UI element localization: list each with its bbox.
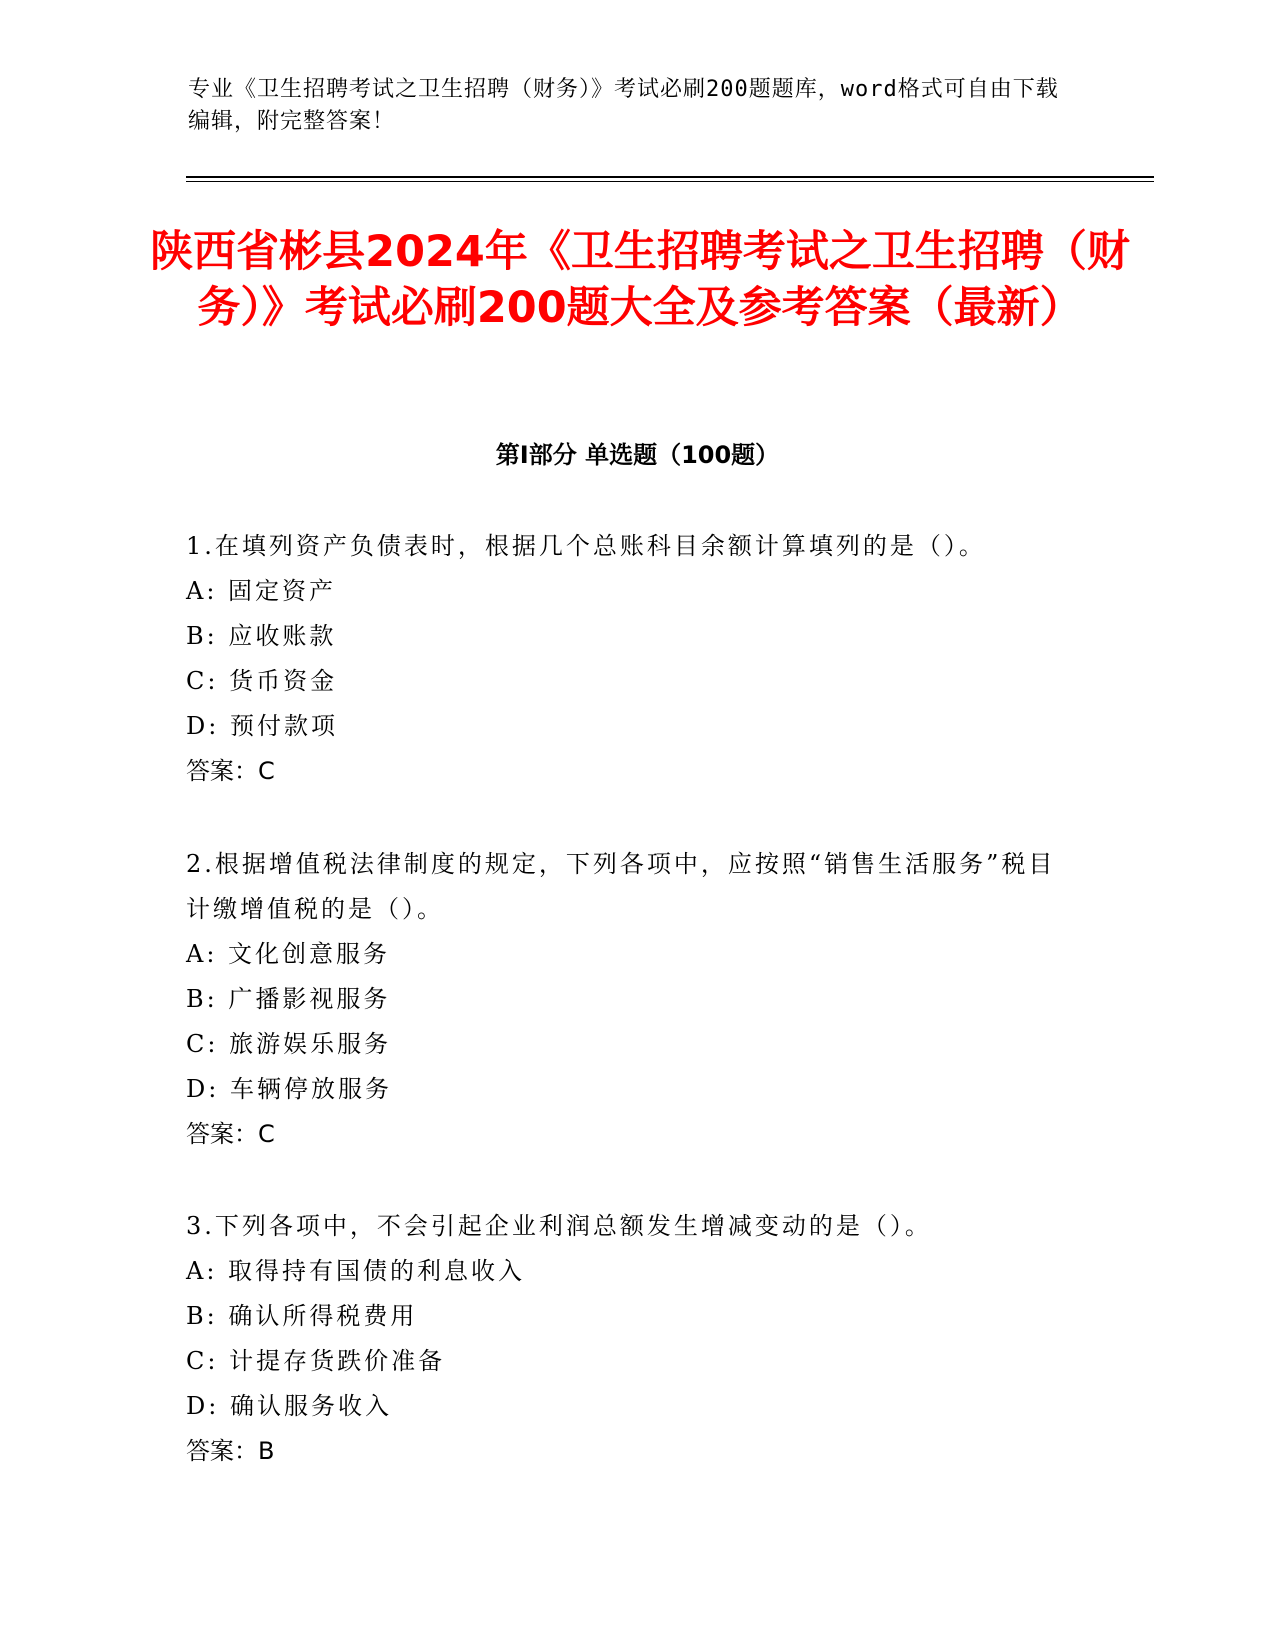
option-c: C: 旅游娱乐服务 xyxy=(186,1030,392,1058)
answer: 答案：C xyxy=(186,757,275,785)
question-3 xyxy=(186,1204,1066,1474)
answer: 答案：B xyxy=(186,1437,275,1465)
header-note: 专业《卫生招聘考试之卫生招聘（财务）》考试必刷200题题库，word格式可自由下载编辑，附完整答案！ xyxy=(188,77,1059,134)
option-d: D: 预付款项 xyxy=(186,712,338,740)
option-d: D: 车辆停放服务 xyxy=(186,1075,392,1103)
document-title: 陕西省彬县2024年《卫生招聘考试之卫生招聘（财务）》考试必刷200题大全及参考答案（最新） xyxy=(150,227,1130,333)
section-title: 第I部分 单选题（100题） xyxy=(495,441,780,469)
question-2 xyxy=(186,842,1066,1157)
option-a: A: 文化创意服务 xyxy=(186,940,391,968)
option-d: D: 确认服务收入 xyxy=(186,1392,392,1420)
option-b: B: 确认所得税费用 xyxy=(186,1302,418,1330)
question-1 xyxy=(186,524,1066,794)
question-stem: 3.下列各项中，不会引起企业利润总额发生增减变动的是（）。 xyxy=(186,1212,932,1240)
question-stem: 1.在填列资产负债表时，根据几个总账科目余额计算填列的是（）。 xyxy=(186,532,986,560)
answer: 答案：C xyxy=(186,1120,275,1148)
option-b: B: 广播影视服务 xyxy=(186,985,391,1013)
option-b: B: 应收账款 xyxy=(186,622,337,650)
option-a: A: 取得持有国债的利息收入 xyxy=(186,1257,526,1285)
option-c: C: 计提存货跌价准备 xyxy=(186,1347,446,1375)
header-divider-thin xyxy=(186,181,1154,182)
question-stem: 2.根据增值税法律制度的规定，下列各项中，应按照“销售生活服务”税目计缴增值税的是（）。 xyxy=(186,850,1056,923)
header-divider-thick xyxy=(186,176,1154,178)
option-a: A: 固定资产 xyxy=(186,577,337,605)
option-c: C: 货币资金 xyxy=(186,667,338,695)
